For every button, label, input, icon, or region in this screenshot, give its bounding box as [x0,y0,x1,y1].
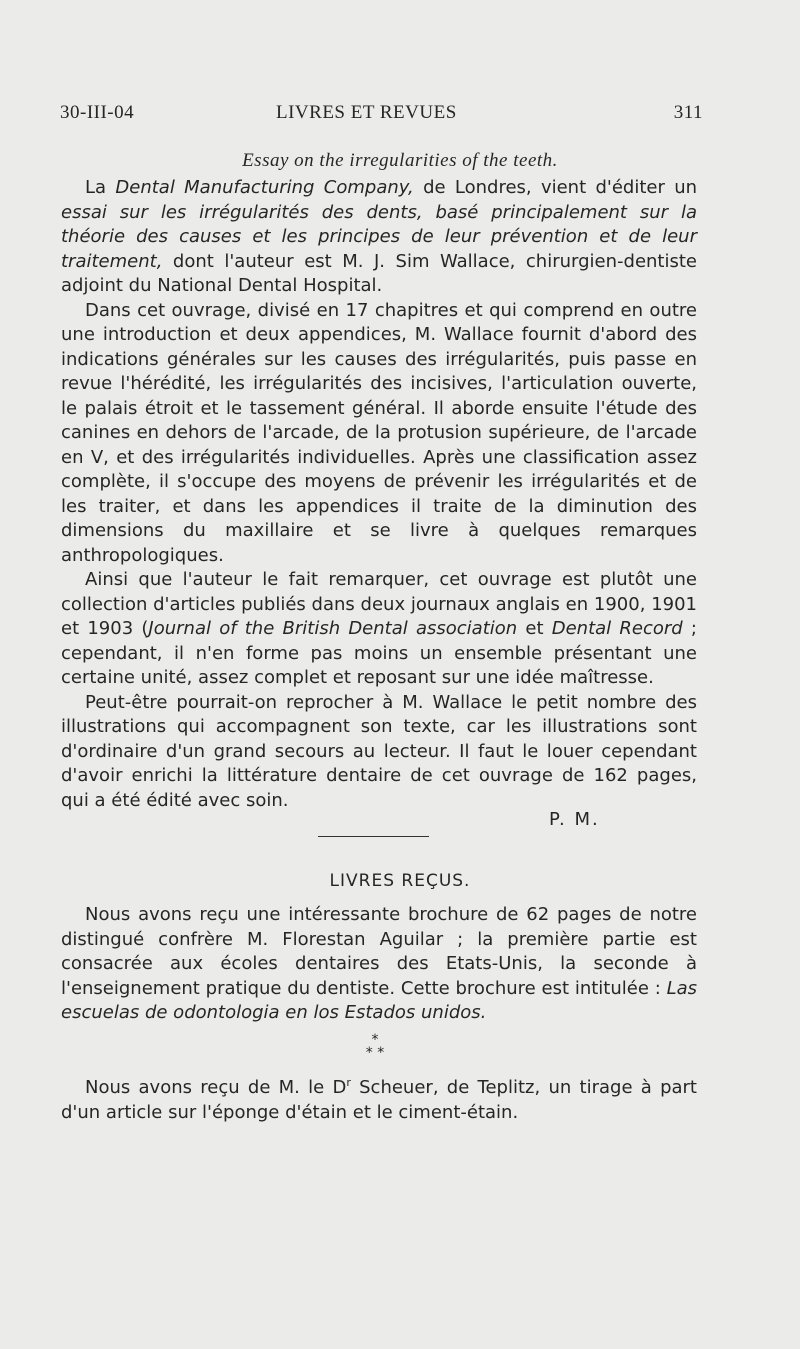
section-title: LIVRES REÇUS. [329,871,471,891]
header-title: LIVRES ET REVUES [276,102,457,123]
journal-name: Dental Record [551,618,683,639]
section-divider [318,836,429,837]
company-name: Dental Manufacturing Company, [115,177,414,198]
brochure-title: Las escuelas de odontologia en los Estados unidos. [61,977,697,1023]
page-number: 311 [673,102,703,123]
asterism-separator [360,1034,390,1060]
header-date: 30-III-04 [60,102,135,123]
article-paragraph-4: Peut-être pourrait-on reprocher à M. Wallace le petit nombre des illustrations qui accompagnent son texte, car les illustrations sont d'ordinaire d'un grand secours au lecteur. Il faut le louer cependant d'avoir enrichi la littérature dentaire de cet ouvrage de 162 pages, qui a été édité avec soin. [61,691,697,811]
section-paragraph-2: Nous avons reçu de M. le $D^r$ Scheuer, de Teplitz, un tirage à part d'un article sur l'éponge d'étain et le ciment-étain. [61,1076,697,1123]
article-title: Essay on the irregularities of the teeth. [242,150,558,171]
section-body-2 [61,1071,697,1125]
article-body [61,176,697,813]
article-paragraph-1: La Dental Manufacturing Company, de Londres, vient d'éditer un essai sur les irrégularités des dents, basé principalement sur la théorie des causes et les principes de leur prévention et de leur traitement, dont l'auteur est M. J. Sim Wallace, chirurgien-dentiste adjoint du National Dental Hospital. [61,177,698,296]
section-body [61,903,697,1026]
author-signature: P. M. [549,809,600,830]
running-header [60,98,703,128]
article-paragraph-2: Dans cet ouvrage, divisé en 17 chapitres et qui comprend en outre une introduction et deux appendices, M. Wallace fournit d'abord des indications générales sur les causes des irrégularités, puis passe en revue l'hérédité, les irrégularités des incisives, l'articulation ouverte, le palais étroit et le tassement général. Il aborde ensuite l'étude des canines en dehors de l'arcade, de la protusion supérieure, de l'arcade en V, et des irrégularités individuelles. Après une classification assez complète, il s'occupe des moyens de prévenir les irrégularités et de les traiter, et dans les appendices il traite de la diminution des dimensions du maxillaire et se livre à quelques remarques anthropologiques. [61,299,697,566]
essay-title-fr: essai sur les irrégularités des dents, basé principalement sur la théorie des causes et les principes de leur prévention et de leur traitement, [61,201,697,272]
section-paragraph-1: Nous avons reçu une intéressante brochure de 62 pages de notre distingué confrère M. Florestan Aguilar ; la première partie est consacrée aux écoles dentaires des Etats-Unis, la seconde à l'enseignement pratique du dentiste. Cette brochure est intitulée : Las escuelas de odontologia en los Estados unidos. [61,904,697,1023]
journal-name: Journal of the British Dental association [148,618,518,639]
article-paragraph-3: Ainsi que l'auteur le fait remarquer, cet ouvrage est plutôt une collection d'articles publiés dans deux journaux anglais en 1900, 1901 et 1903 (Journal of the British Dental association et Dental Record ; cependant, il n'en forme pas moins un ensemble présentant une certaine unité, assez complet et reposant sur une idée maîtresse. [61,569,697,688]
asterism: * * * [365,1032,385,1061]
